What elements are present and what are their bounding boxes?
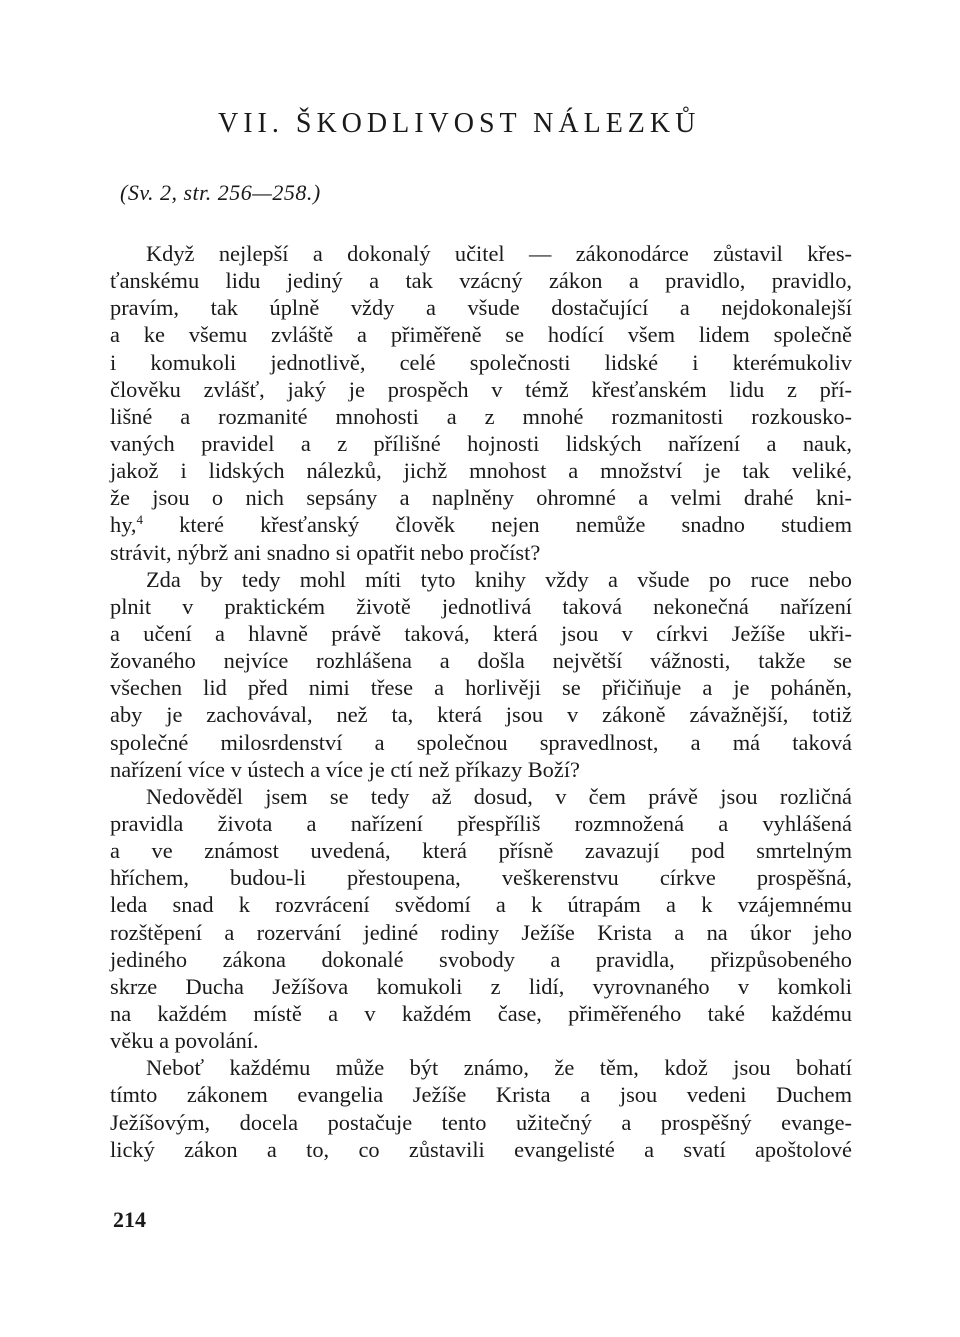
text-line: strávit, nýbrž ani snadno si opatřit nebo pročíst?: [110, 539, 541, 565]
text-fragment: hy,: [110, 512, 137, 538]
text-line: že jsou o nich sepsány a naplněny ohromné a velmi drahé kni-: [110, 485, 852, 511]
text-line: pravidla života a nařízení přespříliš rozmnožená a vyhlášená: [110, 810, 852, 836]
text-line: leda snad k rozvrácení svědomí a k útrapám a k vzájemnému: [110, 892, 852, 918]
page-number: 214: [113, 1207, 146, 1232]
text-line: Zda by tedy mohl míti tyto knihy vždy a všude po ruce nebo: [146, 566, 852, 592]
book-page: [110, 0, 852, 1337]
text-line: jediného zákona dokonalé svobody a pravidla, přizpůsobeného: [110, 946, 852, 972]
text-fragment: které křesťanský člověk nejen nemůže snadno studiem: [143, 512, 852, 538]
paragraph: [110, 566, 852, 783]
text-line: aby je zachovával, než ta, která jsou v zákoně závažnější, totiž: [110, 702, 852, 728]
text-line: věku a povolání.: [110, 1028, 259, 1054]
text-line: a ke všemu zvláště a přiměřeně se hodící všem lidem společně: [110, 322, 852, 348]
text-line: tímto zákonem evangelia Ježíše Krista a jsou vedeni Duchem: [110, 1082, 852, 1108]
text-line: hříchem, budou-li přestoupena, veškerenstvu církve prospěšná,: [110, 865, 852, 891]
text-line: plnit v praktickém životě jednotlivá taková nekonečná nařízení: [110, 593, 852, 619]
text-line-with-footnote: [110, 511, 852, 538]
text-line: Nedověděl jsem se tedy až dosud, v čem právě jsou rozličná: [146, 783, 852, 809]
text-line: a učení a hlavně právě taková, která jsou v církvi Ježíše ukři-: [110, 620, 852, 646]
text-line: Když nejlepší a dokonalý učitel — zákonodárce zůstavil křes-: [146, 241, 852, 266]
text-line: na každém místě a v každém čase, přiměřeného také každému: [110, 1000, 852, 1026]
text-line: skrze Ducha Ježíšova komukoli z lidí, vyrovnaného v komkoli: [110, 973, 852, 999]
source-reference: (Sv. 2, str. 256—258.): [120, 180, 321, 205]
text-line: a ve známost uvedená, která přísně zavazují pod smrtelným: [110, 838, 852, 864]
text-line: Neboť každému může být známo, že těm, kdož jsou bohatí: [146, 1055, 852, 1081]
text-line: rozštěpení a rozervání jediné rodiny Ježíše Krista a na úkor jeho: [110, 919, 852, 945]
text-line: i komukoli jednotlivě, celé společnosti lidské i kterémukoliv: [110, 349, 852, 375]
text-line: jakož i lidských nálezků, jichž mnohost a množství je tak veliké,: [110, 458, 852, 484]
footnote-marker[interactable]: 4: [136, 512, 144, 528]
text-line: všechen lid před nimi třese a horlivěji se přičiňuje a je poháněn,: [110, 675, 852, 701]
text-line: pravím, tak úplně vždy a všude dostačující a nejdokonalejší: [110, 295, 852, 321]
paragraph: [110, 240, 852, 566]
text-line: vaných pravidel a z přílišné hojnosti lidských nařízení a nauk,: [110, 430, 852, 456]
text-line: nařízení více v ústech a více je ctí než příkazy Boží?: [110, 756, 580, 782]
text-line: ťanskému lidu jediný a tak vzácný zákon a pravidlo, pravidlo,: [110, 268, 852, 294]
text-line: žovaného nejvíce rozhlášena a došla největší vážnosti, takže se: [110, 648, 852, 674]
text-line: Ježíšovým, docela postačuje tento užitečný a prospěšný evange-: [110, 1109, 852, 1135]
text-line: lický zákon a to, co zůstavili evangelisté a svatí apoštolové: [110, 1136, 852, 1162]
text-line: společné milosrdenství a společnou spravedlnost, a má taková: [110, 729, 852, 755]
chapter-title: VII. ŠKODLIVOST NÁLEZKŮ: [218, 108, 701, 139]
paragraph: [110, 1054, 852, 1163]
paragraph: [110, 783, 852, 1054]
text-line: člověku zvlášť, jaký je prospěch v témž křesťanském lidu z pří-: [110, 376, 852, 402]
body-text: [110, 240, 852, 1163]
text-line: lišné a rozmanité mnohosti a z mnohé rozmanitosti rozkousko-: [110, 403, 852, 429]
